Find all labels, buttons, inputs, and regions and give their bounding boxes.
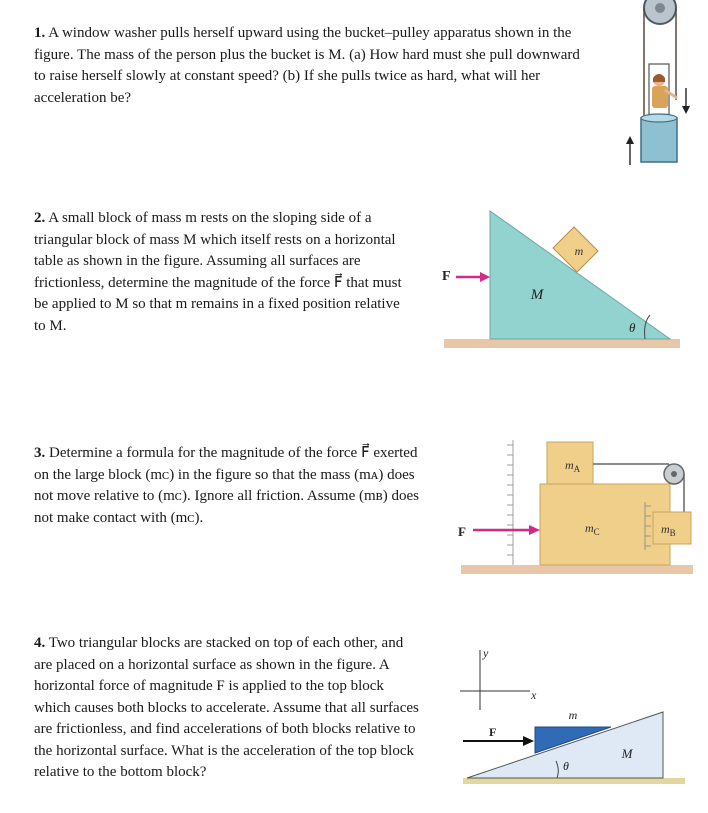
problem-1-line-1: A window washer pulls herself upward using the bucket–pulley apparatus shown in the bbox=[48, 25, 572, 41]
x-axis-label: x bbox=[531, 688, 537, 702]
problem-3-line-4: not make contact with (mᴄ). bbox=[34, 509, 204, 526]
problem-2-line-5: be applied to M so that m remains in a fixed position relative bbox=[34, 296, 400, 312]
block-C-label: $m_C$ bbox=[585, 521, 600, 537]
problem-4-line-6: the horizontal surface. What is the acceleration of the top block bbox=[34, 742, 414, 759]
problem-4-line-7: relative to the bottom block? bbox=[34, 764, 207, 780]
problem-2-line-3: table as shown in the figure. Assuming all surfaces are bbox=[34, 253, 361, 269]
table-surface bbox=[444, 339, 680, 348]
bucket-rim bbox=[641, 114, 677, 122]
pulley-blocks-figure bbox=[455, 440, 700, 585]
problem-1-line-4: acceleration be? bbox=[34, 89, 132, 106]
force-label: F⃗ bbox=[489, 725, 506, 739]
up-arrow-head bbox=[626, 136, 634, 144]
down-arrow-head bbox=[682, 106, 690, 114]
problem-1-line-2: figure. The mass of the person plus the bucket is M. (a) How hard must she pull downward bbox=[34, 46, 580, 63]
problem-4-line-3: horizontal force of magnitude F is applied to the top block bbox=[34, 678, 384, 694]
force-label: F⃗ bbox=[442, 269, 462, 284]
block-m-label: m bbox=[568, 708, 578, 722]
wedge-M-label: M bbox=[530, 287, 544, 303]
problem-2-line-1: A small block of mass m rests on the sloping side of a bbox=[48, 210, 372, 226]
problem-4-number: 4. bbox=[34, 635, 46, 651]
block-C bbox=[540, 484, 670, 565]
problem-2-text bbox=[34, 208, 434, 337]
force-arrow-head bbox=[480, 272, 490, 282]
problem-2-line-4: frictionless, determine the magnitude of the force F⃗ that must bbox=[34, 274, 402, 291]
y-axis-label: y bbox=[483, 646, 489, 660]
angle-theta-label: θ bbox=[563, 759, 569, 773]
floor bbox=[461, 565, 693, 574]
problem-3-line-1: Determine a formula for the magnitude of the force F⃗ exerted bbox=[49, 445, 418, 461]
force-arrow-head bbox=[529, 525, 540, 535]
left-ruler bbox=[507, 440, 513, 565]
angle-theta-label: θ bbox=[629, 320, 636, 335]
problem-3-line-3: not move relative to (mᴄ). Ignore all friction. Assume (mʙ) does bbox=[34, 488, 419, 504]
force-arrow-head bbox=[523, 736, 534, 746]
problem-4-line-1: Two triangular blocks are stacked on top of each other, and bbox=[48, 635, 404, 651]
problem-3-text bbox=[34, 443, 464, 529]
problem-4-text bbox=[34, 633, 464, 784]
problem-2-line-2: triangular block of mass M which itself rests on a horizontal bbox=[34, 231, 396, 248]
problem-4-line-5: are frictionless, and find accelerations of both blocks relative to bbox=[34, 721, 416, 737]
force-label: F⃗ bbox=[458, 524, 477, 539]
block-m-label: m bbox=[574, 244, 584, 258]
bucket bbox=[641, 118, 677, 162]
block-B-label: $m_B$ bbox=[661, 522, 676, 538]
problem-1-line-3: to raise herself slowly at constant speed? (b) If she pulls twice as hard, what will her bbox=[34, 68, 541, 84]
block-A-label: $m_A$ bbox=[565, 458, 581, 474]
pulley-hub bbox=[671, 471, 677, 477]
problem-3-line-2: on the large block (mᴄ) in the figure so that the mass (mᴀ) does bbox=[34, 466, 415, 483]
problem-2-line-6: to M. bbox=[34, 317, 67, 334]
problem-3-number: 3. bbox=[34, 445, 46, 461]
problem-4-line-2: are placed on a horizontal surface as shown in the figure. A bbox=[34, 656, 390, 673]
pulley-hub bbox=[655, 3, 665, 13]
wedge-M-label: M bbox=[621, 746, 633, 761]
stacked-wedges-figure bbox=[455, 640, 695, 790]
window-washer-figure bbox=[615, 0, 700, 172]
washer-hair bbox=[653, 74, 665, 82]
problem-4-line-4: which causes both blocks to accelerate. Assume that all surfaces bbox=[34, 699, 419, 716]
problem-1-number: 1. bbox=[34, 25, 46, 41]
problem-2-number: 2. bbox=[34, 210, 46, 226]
problem-1-text bbox=[34, 23, 634, 109]
wedge-figure bbox=[440, 205, 690, 355]
floor bbox=[463, 778, 685, 784]
wedge-M bbox=[490, 211, 670, 339]
